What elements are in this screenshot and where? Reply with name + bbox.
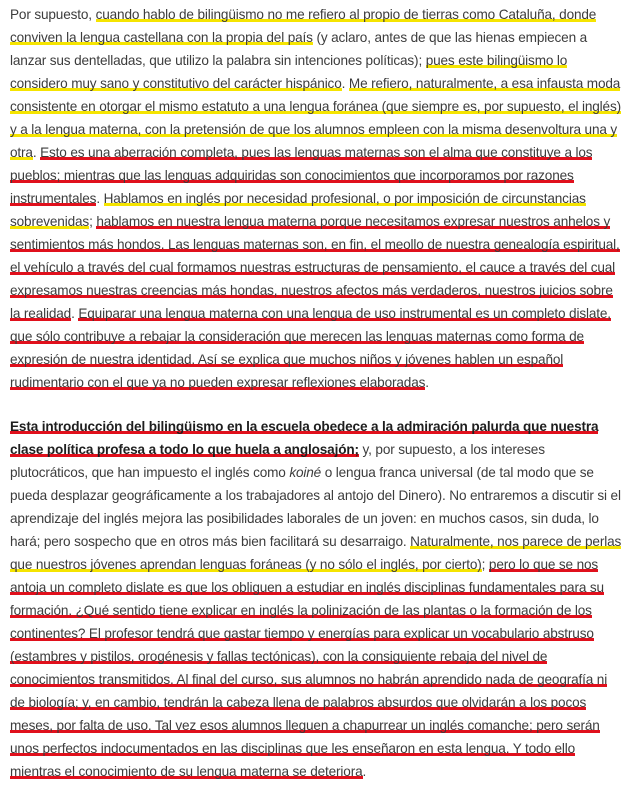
text-span: .	[425, 375, 429, 390]
text-span: ;	[89, 214, 97, 229]
italic-text: koiné	[289, 465, 322, 480]
red-highlighted-text: hablamos en nuestra lengua materna porque necesitamos expresar nuestros anhelos y sentimientos más hondos. Las lenguas maternas son, en fin, el meollo de nuestra genealogía espiritual, el vehículo a través del cual formamos nuestras estructuras de pensamiento, el cauce a través del cual expresamos nuestras creencias más hondas, nuestros afectos más verdaderos, nuestros juicios sobre la realidad	[10, 214, 620, 321]
text-span: .	[341, 76, 349, 91]
yellow-highlighted-text: Me refiero, naturalmente, a esa infausta moda consistente en otorgar el mismo estatuto a una lengua foránea (que siempre es, por supuesto, el inglés) y a la lengua materna, con la pretensión de que los alumnos empleen con la misma desenvoltura una y otra	[10, 76, 621, 160]
text-span: (y aclaro, antes de que las hienas empiecen a lanzar sus dentelladas, que utilizo la palabra sin intenciones políticas);	[10, 30, 588, 68]
yellow-highlighted-text: pues este bilingüismo lo considero muy sano y constitutivo del carácter hispánico	[10, 53, 568, 91]
red-highlighted-text: Esto es una aberración completa, pues las lenguas maternas son el alma que constituye a los pueblos; mientras que las lenguas adquiridas son conocimientos que incorporamos por razones instrumentales	[10, 145, 593, 206]
article-paragraph-1	[10, 3, 622, 394]
text-span: y, por supuesto, a los intereses plutocráticos, que han impuesto el inglés como	[10, 442, 545, 480]
text-span: .	[71, 306, 79, 321]
yellow-highlighted-text: cuando hablo de bilingüismo no me refiero al propio de tierras como Cataluña, donde conviven la lengua castellana con la propia del país	[10, 7, 597, 45]
red-highlighted-text: pero lo que se nos antoja un completo dislate es que los obliguen a estudiar en inglés disciplinas fundamentales para su formación. ¿Qué sentido tiene explicar en inglés la polinización de las plantas o la formación de los continentes? El profesor tendrá que gastar tiempo y energías para explicar un vocabulario abstruso (estambres y pistilos, orogénesis y fallas tectónicas), con la consiguiente rebaja del nivel de conocimientos transmitidos. Al final del curso, sus alumnos no habrán aprendido nada de geografía ni de biología; y, en cambio, tendrán la cabeza llena de palabros absurdos que olvidarán a los pocos meses, por falta de uso. Tal vez esos alumnos lleguen a chapurrear un inglés comanche; pero serán unos perfectos indocumentados en las disciplinas que les enseñaron en esta lengua. Y todo ello mientras el conocimiento de su lengua materna se deteriora	[10, 557, 608, 779]
bold-red-highlighted-text: Esta introducción del bilingüismo en la escuela obedece a la admiración palurda que nuestra clase política profesa a todo lo que huela a anglosajón;	[10, 419, 599, 457]
red-highlighted-text: Equiparar una lengua materna con una lengua de uso instrumental es un completo dislate, que sólo contribuye a rebajar la consideración que merecen las lenguas maternas como forma de expresión de nuestra identidad. Así se explica que muchos niños y jóvenes hablen un español rudimentario con el que ya no pueden expresar reflexiones elaboradas	[10, 306, 611, 390]
yellow-highlighted-text: Naturalmente, nos parece de perlas que nuestros jóvenes aprendan lenguas foráneas (y no sólo el inglés, por cierto)	[10, 534, 622, 572]
yellow-highlighted-text: Hablamos en inglés por necesidad profesional, o por imposición de circunstancias sobrevenidas	[10, 191, 586, 229]
text-span: .	[96, 191, 104, 206]
text-span: ;	[481, 557, 489, 572]
text-span: .	[362, 764, 367, 779]
text-span: Por supuesto,	[10, 7, 96, 22]
text-span: .	[32, 145, 41, 160]
text-span: o lengua franca universal (de tal modo que se pueda desplazar geográficamente a los trabajadores al antojo del Dinero). No entraremos a discutir si el aprendizaje del inglés mejora las posibilidades laborales de un joven: en muchos casos, sin duda, lo hará; pero sospecho que en otros más bien facilitará su desarraigo.	[10, 465, 621, 549]
article-paragraph-2	[10, 415, 622, 783]
